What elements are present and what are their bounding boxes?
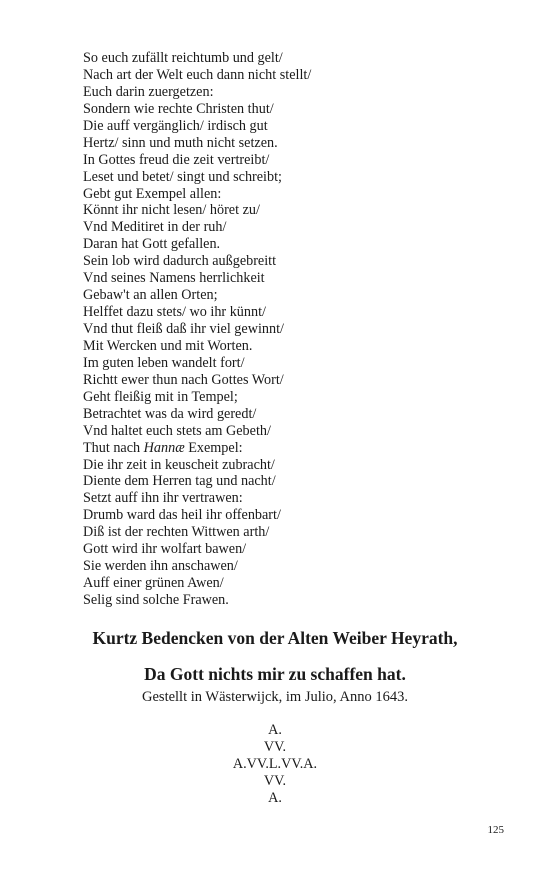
poem-line: Sie werden ihn anschawen/ xyxy=(83,558,238,575)
poem-line: Nach art der Welt euch dann nicht stellt/ xyxy=(83,66,312,83)
poem-line: Gebt gut Exempel allen: xyxy=(83,185,222,202)
poem-line: Vnd Meditiret in der ruh/ xyxy=(83,219,227,236)
poem-line: Mit Wercken und mit Worten. xyxy=(83,337,253,354)
poem-line: In Gottes freud die zeit vertreibt/ xyxy=(83,151,270,168)
poem-line: Betrachtet was da wird geredt/ xyxy=(83,405,257,422)
poem-line: Gebaw't an allen Orten; xyxy=(83,287,218,304)
poem-line: Die auff vergänglich/ irdisch gut xyxy=(83,117,268,134)
poem-line: Helffet dazu stets/ wo ihr künnt/ xyxy=(83,304,266,321)
poem-line-text: Thut nach xyxy=(83,439,144,456)
poem-line: Selig sind solche Frawen. xyxy=(83,592,229,608)
poem-line: Diß ist der rechten Wittwen arth/ xyxy=(83,524,270,541)
acrostic-line: A. xyxy=(268,722,282,738)
poem-line: Auff einer grünen Awen/ xyxy=(83,575,224,592)
poem-line: Vnd thut fleiß daß ihr viel gewinnt/ xyxy=(83,321,284,337)
poem-line: Könnt ihr nicht lesen/ höret zu/ xyxy=(83,202,260,219)
poem xyxy=(83,50,503,609)
poem-line: Leset und betet/ singt und schreibt; xyxy=(83,168,282,185)
poem-line: Euch darin zuergetzen: xyxy=(83,83,214,100)
acrostic-line: VV. xyxy=(263,773,287,789)
acrostic-line: A. xyxy=(268,790,282,806)
poem-line: Diente dem Herren tag und nacht/ xyxy=(83,473,276,490)
poem-line: Die ihr zeit in keuscheit zubracht/ xyxy=(83,456,275,473)
poem-line-text: Exempel: xyxy=(184,439,243,456)
page-number: 125 xyxy=(487,824,504,836)
italic-name: Hannæ xyxy=(143,439,185,456)
section-heading: Kurtz Bedencken von der Alten Weiber Heyrath, xyxy=(92,628,458,648)
poem-line: Drumb ward das heil ihr offenbart/ xyxy=(83,507,281,524)
acrostic-line: A.VV.L.VV.A. xyxy=(232,756,318,772)
section-subtitle: Gestellt in Wästerwijck, im Julio, Anno 1643. xyxy=(142,689,408,705)
poem-line: Geht fleißig mit in Tempel; xyxy=(83,388,238,405)
acrostic-block xyxy=(0,722,550,807)
poem-line: Sein lob wird dadurch außgebreitt xyxy=(83,253,277,270)
poem-line: Hertz/ sinn und muth nicht setzen. xyxy=(83,134,278,151)
poem-line: So euch zufällt reichtumb und gelt/ xyxy=(83,50,283,66)
poem-line: Vnd seines Namens herrlichkeit xyxy=(83,270,265,287)
poem-line: Im guten leben wandelt fort/ xyxy=(83,354,245,371)
poem-line: Sondern wie rechte Christen thut/ xyxy=(83,100,274,117)
poem-line: Vnd haltet euch stets am Gebeth/ xyxy=(83,422,271,439)
poem-line xyxy=(83,440,503,457)
poem-line: Gott wird ihr wolfart bawen/ xyxy=(83,541,247,558)
poem-line: Richtt ewer thun nach Gottes Wort/ xyxy=(83,371,284,388)
poem-line: Daran hat Gott gefallen. xyxy=(83,236,221,253)
acrostic-line: VV. xyxy=(263,739,287,755)
poem-line: Setzt auff ihn ihr vertrawen: xyxy=(83,490,243,507)
section-heading-second-line: Da Gott nichts mir zu schaffen hat. xyxy=(144,664,406,684)
